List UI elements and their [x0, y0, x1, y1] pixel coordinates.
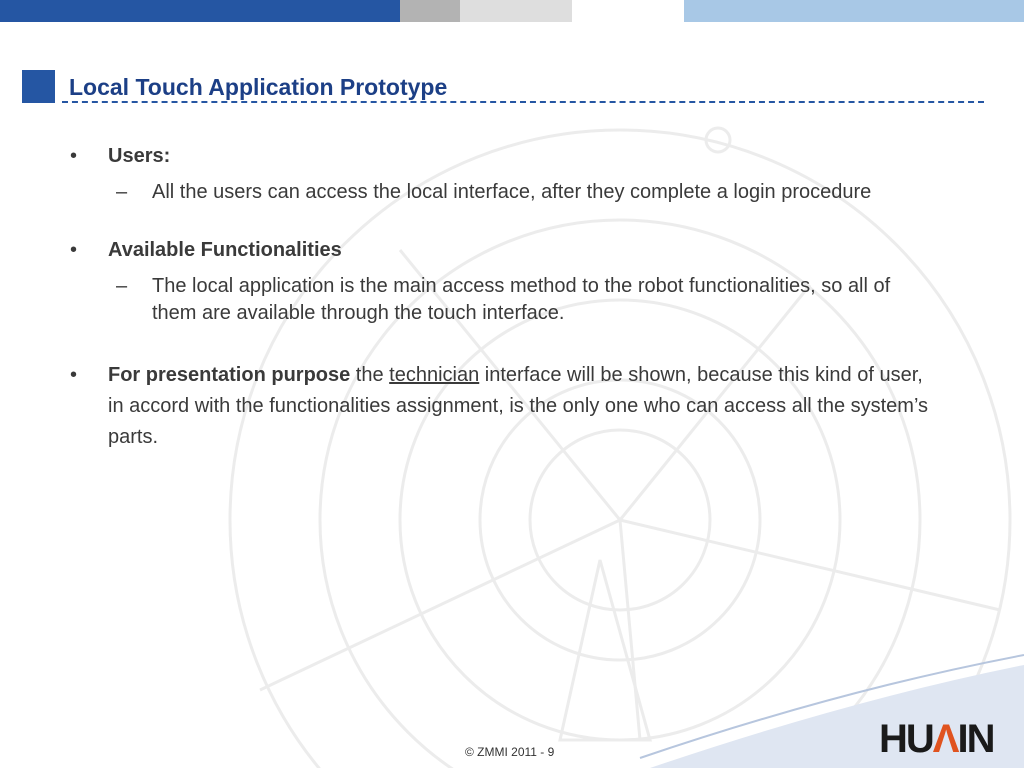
bullet-heading: Available Functionalities [108, 239, 342, 261]
bullet-text-before: the [350, 364, 390, 386]
bullet-heading: For presentation purpose [108, 364, 351, 386]
technician-underlined: technician [389, 364, 480, 386]
bullet-presentation-purpose [70, 360, 930, 453]
sub-bullet [108, 273, 930, 327]
slide-title: Local Touch Application Prototype [69, 74, 448, 100]
sub-bullet [108, 179, 930, 206]
dash-symbol: – [116, 275, 128, 297]
bullet-heading: Users: [108, 145, 171, 167]
bullet-available-functionalities [70, 239, 930, 327]
footer-copyright: © ZMMI 2011 - 9 [465, 745, 555, 759]
bullet-symbol: • [70, 364, 78, 386]
sub-bullet-text: The local application is the main access method to the robot functionalities, so all of them are available through the touch interface. [152, 275, 891, 324]
logo-accent: Λ [932, 717, 958, 761]
title-marker-square [22, 70, 55, 103]
bullet-symbol: • [70, 239, 78, 261]
logo-prefix: HU [879, 717, 933, 761]
dash-symbol: – [116, 181, 128, 203]
bullet-users [70, 145, 930, 206]
bullet-symbol: • [70, 145, 78, 167]
title-dashed-rule [62, 101, 984, 103]
slide-content [70, 145, 930, 486]
bullet-text-after: interface will be shown, because this kind of user, in accord with the functionalities assignment, is the only one who can access all the system’s parts. [108, 364, 929, 448]
logo-suffix: IN [957, 717, 994, 761]
sub-bullet-text: All the users can access the local interface, after they complete a login procedure [152, 181, 872, 203]
humain-logo [879, 717, 993, 762]
